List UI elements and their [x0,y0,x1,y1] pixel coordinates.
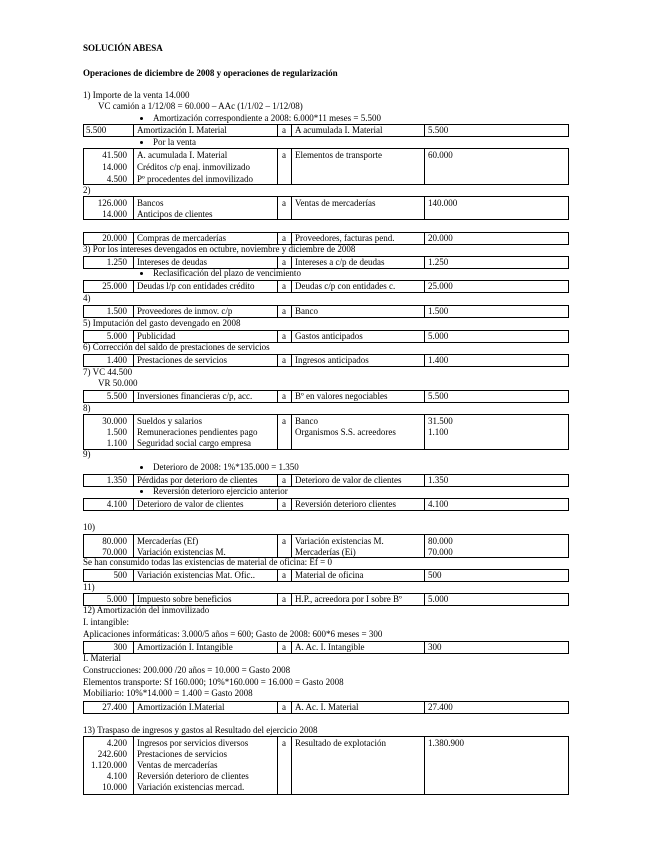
doc-heading: SOLUCIÓN ABESA [83,43,163,53]
s6-entry1: 1.400 Prestaciones de servicios a Ingresos anticipados 1.400 [83,354,569,367]
s5-title: 5) Imputación del gasto devengado en 2008 [83,318,241,328]
s12-line5: Construcciones: 200.000 /20 años = 10.000 = Gasto 2008 [83,665,291,675]
s12-line4: I. Material [83,653,121,663]
s7-entry1: 5.500 Inversiones financieras c/p, acc. a Bº en valores negociables 5.500 [83,390,569,403]
s10-note: Se han consumido todas las existencias de material de oficina: Ef = 0 [83,557,333,567]
s4-title: 4) [83,293,91,303]
s6-title: 6) Corrección del saldo de prestaciones de servicios [83,342,270,352]
debit-account: Amortización I. Material [137,125,227,135]
s9-bullet2: Reversión deterioro ejercicio anterior [140,486,288,497]
s3-title: 3) Por los intereses devengados en octubre, noviembre y diciembre de 2008 [83,244,356,254]
s9-bullet1: Deterioro de 2008: 1%*135.000 = 1.350 [140,462,299,473]
s12-line6: Elementos transporte: Sf 160.000; 10%*160.000 = 16.000 = Gasto 2008 [83,677,344,687]
s3-entry2: 25.000 Deudas l/p con entidades crédito a Deudas c/p con entidades c. 25.000 [83,280,569,293]
s12-entry1: 300 Amortización I. Intangible a A. Ac. I. Intangible 300 [83,641,569,654]
s8-entry1: 30.000 1.500 1.100 Sueldos y salarios Remuneraciones pendientes pago Seguridad social cargo empresa a Banco Organismos S.S. acreedores 31.500 1.100 [83,414,569,450]
s9-title: 9) [83,449,91,459]
s5-entry1: 5.000 Publicidad a Gastos anticipados 5.000 [83,330,569,343]
s12-line2: I. intangible: [83,617,129,627]
s12-line7: Mobiliario: 10%*14.000 = 1.400 = Gasto 2008 [83,688,253,698]
s1-title: 1) Importe de la venta 14.000 [83,90,190,100]
s2-title: 2) [83,185,91,195]
s10-entry2: 500 Variación existencias Mat. Ofic.. a Material de oficina 500 [83,569,569,582]
s13-title: 13) Traspaso de ingresos y gastos al Resultado del ejercicio 2008 [83,725,318,735]
credit-account: A acumulada I. Material [295,125,383,135]
credit-amount: 5.500 [428,125,449,135]
s10-title: 10) [83,522,95,532]
s11-entry1: 5.000 Impuesto sobre beneficios a H.P., acreedora por I sobre Bº 5.000 [83,593,569,606]
s12-line3: Aplicaciones informáticas: 3.000/5 años = 600; Gasto de 2008: 600*6 meses = 300 [83,629,383,639]
s7-line2: VR 50.000 [98,378,138,388]
s3-bullet1: Reclasificación del plazo de vencimiento [140,268,301,279]
s1-entry2: 41.500 14.000 4.500 A. acumulada I. Material Créditos c/p enaj. inmovilizado Pº procedentes del inmovilizado a Elementos de transporte 60.000 [83,148,569,185]
s13-entry1: 4.200 242.600 1.120.000 4.100 10.000 Ingresos por servicios diversos Prestaciones de servicios Ventas de mercaderías Reversión deterioro de clientes Variación existencias mercad. a Resultado de explotación 1.380.900 [83,736,569,795]
s12-title: 12) Amortización del inmovilizado [83,605,210,615]
s1-line2: VC camión a 1/12/08 = 60.000 – AAc (1/1/02 – 1/12/08) [98,101,303,111]
s12-entry2: 27.400 Amortización I.Material a A. Ac. I. Material 27.400 [83,701,569,714]
s1-bullet2: Por la venta [140,137,196,148]
s2-entry2: 20.000 Compras de mercaderías a Proveedores, facturas pend. 20.000 [83,232,569,245]
s9-entry2: 4.100 Deterioro de valor de clientes a Reversión deterioro clientes 4.100 [83,498,569,511]
s7-title: 7) VC 44.500 [83,367,133,377]
s11-title: 11) [83,582,95,592]
s4-entry1: 1.500 Proveedores de inmov. c/p a Banco 1.500 [83,305,569,318]
s1-entry1: 5.500 Amortización I. Material a A acumulada I. Material 5.500 [83,124,569,137]
s8-title: 8) [83,403,91,413]
doc-subtitle: Operaciones de diciembre de 2008 y operaciones de regularización [83,68,338,78]
s1-bullet1: Amortización correspondiente a 2008: 6.000*11 meses = 5.500 [140,113,381,124]
debit-amount: 5.500 [86,125,107,135]
s2-entry1: 126.000 14.000 Bancos Anticipos de clientes a Ventas de mercaderías 140.000 [83,196,569,220]
s3-entry1: 1.250 Intereses de deudas a Intereses a c/p de deudas 1.250 [83,256,569,269]
s10-entry1: 80.000 70.000 Mercaderías (Ef) Variación existencias M. a Variación existencias M. Mercaderías (Ei) 80.000 70.000 [83,534,569,558]
s9-entry1: 1.350 Pérdidas por deterioro de clientes a Deterioro de valor de clientes 1.350 [83,474,569,487]
